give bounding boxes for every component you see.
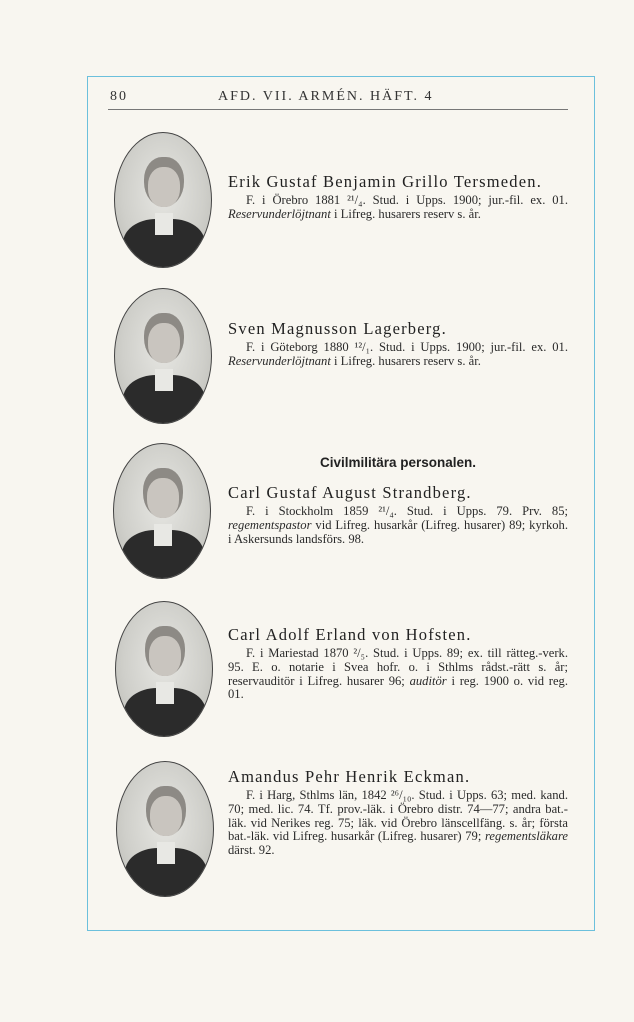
entry [228,319,568,369]
person-bio [228,194,568,222]
bio-text: i reg. 1900 o. vid reg. 01. [228,673,568,702]
bio-text: F. i Stockholm 1859 ²¹/₄. Stud. i Upps. 79. Prv. 85; [246,504,568,518]
bio-title-italic: Reservunderlöjtnant [228,353,331,368]
bio-text: F. i Harg, Sthlms län, 1842 ²⁶/₁₀. Stud. i Upps. 63; med. kand. 70; med. lic. 74. Tf. prov.-läk. i Örebro distr. 74—77; andra bat.-läk. vid Nerikes reg. 75; läk. vid Örebro länscellfäng. s. år; första bat.-läk. vid Lifreg. husarkår (Lifreg. husarer) 79; [228,788,568,844]
portrait-hofsten [115,601,213,737]
entry [228,483,568,546]
person-bio [228,789,568,858]
person-name: Carl Gustaf August Strandberg. [228,483,472,502]
bio-text: i Lifreg. husarers reserv s. år. [330,206,481,221]
entry [228,767,568,858]
bio-text: i Lifreg. husarers reserv s. år. [330,353,481,368]
bio-title-italic: auditör [409,673,447,688]
person-bio [228,505,568,546]
running-title: AFD. VII. ARMÉN. HÄFT. 4 [218,89,434,104]
person-name: Erik Gustaf Benjamin Grillo Tersmeden. [228,172,543,191]
page-number: 80 [110,89,128,104]
person-bio [228,647,568,702]
bio-text: därst. 92. [228,843,275,858]
bio-text: F. i Göteborg 1880 ¹²/₁. Stud. i Upps. 1900; jur.-fil. ex. 01. [246,340,568,354]
portrait-lagerberg [114,288,212,424]
entry [228,625,568,702]
person-name: Carl Adolf Erland von Hofsten. [228,625,472,644]
portrait-strandberg [113,443,211,579]
portrait-eckman [116,761,214,897]
bio-text: F. i Örebro 1881 ²¹/₄. Stud. i Upps. 1900; jur.-fil. ex. 01. [246,193,568,207]
section-heading: Civilmilitära personalen. [319,455,477,470]
person-bio [228,341,568,369]
person-name: Sven Magnusson Lagerberg. [228,319,447,338]
entry [228,172,568,222]
header-rule [108,109,568,110]
bio-text: vid Lifreg. husarkår (Lifreg. husarer) 89; kyrkoh. i Askersunds landsförs. 98. [228,517,568,546]
bio-title-italic: Reservunderlöjtnant [228,206,331,221]
portrait-tersmeden [114,132,212,268]
bio-title-italic: regementspastor [228,517,312,532]
person-name: Amandus Pehr Henrik Eckman. [228,767,471,786]
bio-text: F. i Mariestad 1870 ²/₅. Stud. i Upps. 89; ex. till rätteg.-verk. 95. E. o. notarie i Svea hofr. o. i Sthlms rådst.-rätt s. år; reservauditör i Lifreg. husarer 96; [228,646,568,688]
bio-title-italic: regementsläkare [485,829,568,844]
